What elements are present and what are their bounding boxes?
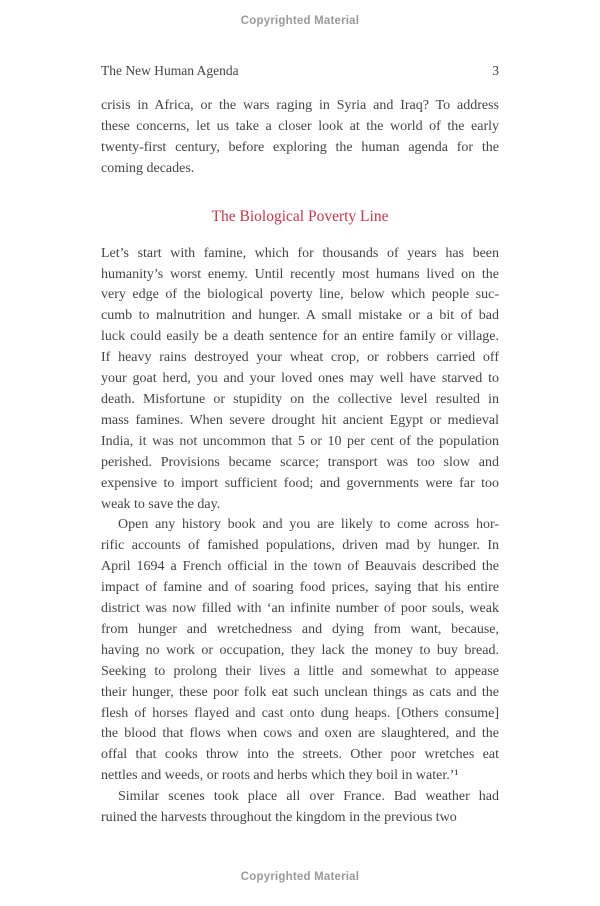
text-line: the blood that flows when cows and oxen are slaughtered, and the: [101, 726, 499, 742]
text-line: crisis in Africa, or the wars raging in Syria and Iraq? To address: [101, 98, 499, 113]
text-line: weak to save the day.: [101, 496, 221, 512]
text-line: ruined the harvests throughout the kingdom in the previous two: [101, 810, 457, 826]
text-line: If heavy rains destroyed your wheat crop, or robbers carried off: [101, 350, 499, 366]
paragraph: [101, 515, 499, 787]
text-line: April 1694 a French official in the town of Beauvais described the: [101, 559, 499, 575]
text-line: coming decades.: [101, 160, 195, 176]
paragraph: [101, 96, 499, 180]
text-line: very edge of the biological poverty line, below which people suc-: [101, 287, 499, 303]
copyright-banner-bottom: Copyrighted Material: [240, 871, 360, 883]
text-line: death. Misfortune or stupidity on the collective level resulted in: [101, 391, 499, 407]
paragraph: [101, 787, 499, 829]
text-line: luck could easily be a death sentence for an entire family or village.: [101, 329, 499, 345]
text-line: nettles and weeds, or roots and herbs which they boil in water.’¹: [101, 768, 459, 784]
page-number: 3: [492, 63, 499, 78]
text-line: India, it was not uncommon that 5 or 10 per cent of the population: [101, 433, 499, 449]
text-line: Seeking to prolong their lives a little and somewhat to appease: [101, 663, 499, 679]
copyright-banner-top: Copyrighted Material: [240, 15, 360, 27]
text-line: perished. Provisions became scarce; transport was too slow and: [101, 454, 499, 470]
text-line: Similar scenes took place all over France. Bad weather had: [118, 789, 499, 805]
text-line: these concerns, let us take a closer look at the world of the early: [101, 118, 499, 134]
text-line: rific accounts of famished populations, driven mad by hunger. In: [101, 538, 499, 554]
text-line: their hunger, these poor folk eat such unclean things as cats and the: [101, 684, 499, 700]
running-title: The New Human Agenda: [101, 63, 239, 78]
section-heading: The Biological Poverty Line: [211, 207, 389, 225]
text-line: humanity’s worst enemy. Until recently most humans lived on the: [101, 266, 499, 282]
text-line: expensive to import sufficient food; and governments were far too: [101, 475, 499, 491]
text-line: mass famines. When severe drought hit ancient Egypt or medieval: [101, 412, 499, 428]
text-line: from hunger and wretchedness and dying from want, because,: [101, 621, 499, 637]
body-text: [101, 96, 499, 829]
text-line: twenty-first century, before exploring the human agenda for the: [101, 139, 499, 155]
text-line: your goat herd, you and your loved ones may well have starved to: [101, 371, 499, 387]
text-line: impact of famine and of soaring food prices, saying that his entire: [101, 580, 499, 596]
text-line: flesh of horses flayed and cast onto dung heaps. [Others consume]: [101, 705, 499, 721]
text-line: having no work or occupation, they lack the money to buy bread.: [101, 642, 499, 658]
text-line: offal that cooks throw into the streets. Other poor wretches eat: [101, 747, 499, 763]
paragraph: [101, 244, 499, 516]
text-line: Open any history book and you are likely to come across hor-: [118, 517, 499, 533]
page-header: [101, 63, 499, 79]
text-line: cumb to malnutrition and hunger. A small mistake or a bit of bad: [101, 308, 499, 324]
text-line: district was now filled with ‘an infinite number of poor souls, weak: [101, 601, 499, 617]
text-line: Let’s start with famine, which for thousands of years has been: [101, 245, 499, 261]
